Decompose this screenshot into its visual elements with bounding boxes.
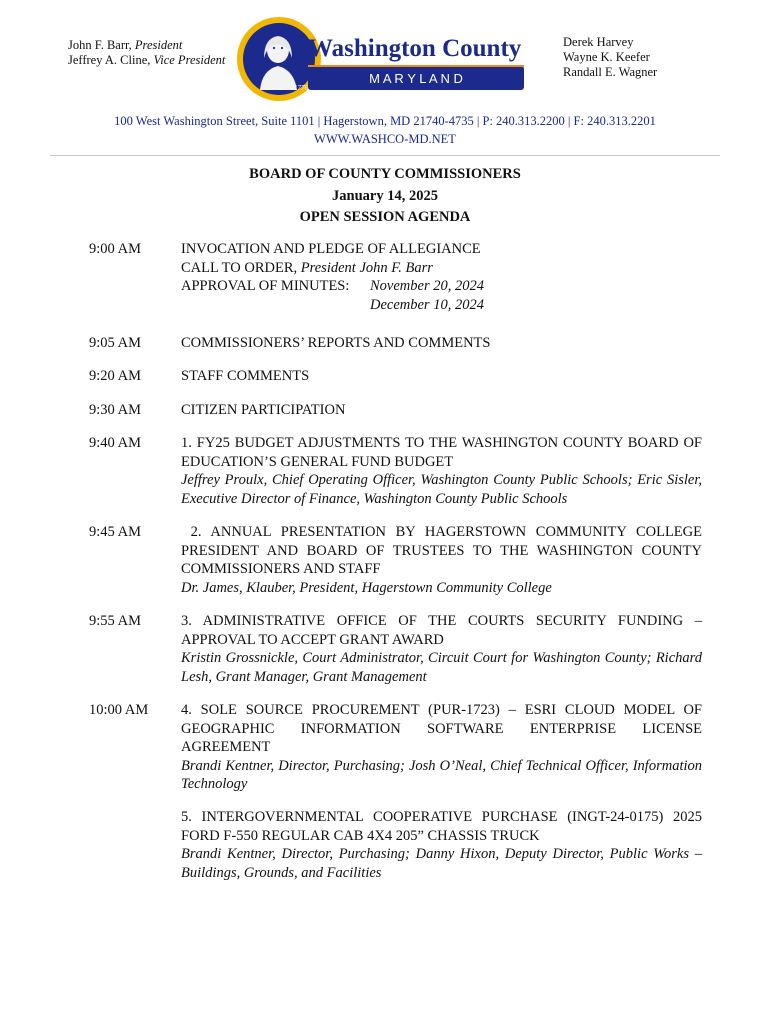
header-divider xyxy=(50,155,720,156)
agenda-content xyxy=(181,701,702,794)
agenda-title: 2. ANNUAL PRESENTATION BY HAGERSTOWN COMMUNITY COLLEGE PRESIDENT AND BOARD OF TRUSTEES TO THE WASHINGTON COUNTY COMMISSIONERS AND STAFF xyxy=(181,524,706,577)
officer-role: President xyxy=(134,38,183,52)
officer-name: Jeffrey A. Cline, xyxy=(68,53,154,67)
minutes-spacer xyxy=(181,296,370,315)
board-title: BOARD OF COUNTY COMMISSIONERS xyxy=(249,166,521,182)
minutes-row xyxy=(181,277,702,296)
officer-vice-president xyxy=(68,53,225,68)
website-link[interactable]: WWW.WASHCO-MD.NET xyxy=(314,132,456,146)
commissioner-name: Randall E. Wagner xyxy=(563,65,658,79)
agenda-presenters: Brandi Kentner, Director, Purchasing; Danny Hixon, Deputy Director, Public Works – Buildings, Grounds, and Facilities xyxy=(181,846,702,881)
agenda-content xyxy=(181,523,706,597)
call-to-order: CALL TO ORDER, xyxy=(181,259,301,276)
contact-block xyxy=(0,112,770,148)
minutes-date: November 20, 2024 xyxy=(370,278,484,294)
commissioner-name: Wayne K. Keefer xyxy=(563,50,650,64)
agenda-time: 9:05 AM xyxy=(89,335,141,351)
agenda-time: 10:00 AM xyxy=(89,702,149,718)
call-to-order-presider: President John F. Barr xyxy=(300,259,433,276)
agenda-presenters: Jeffrey Proulx, Chief Operating Officer, Washington County Public Schools; Eric Sisler, Executive Director of Finance, Washington County Public Schools xyxy=(181,472,702,507)
session-type: OPEN SESSION AGENDA xyxy=(299,209,471,225)
agenda-title: CITIZEN PARTICIPATION xyxy=(181,402,346,418)
meeting-date: January 14, 2025 xyxy=(332,187,438,204)
agenda-content xyxy=(181,612,702,686)
seal-year: 1776 xyxy=(294,84,308,92)
agenda-time: 9:30 AM xyxy=(89,402,141,418)
logo-title: Washington County xyxy=(308,35,522,62)
agenda-time: 9:00 AM xyxy=(89,241,141,257)
agenda-presenters: Dr. James, Klauber, President, Hagerstown Community College xyxy=(181,579,552,596)
officer-role: Vice President xyxy=(153,53,226,67)
minutes-date: December 10, 2024 xyxy=(370,296,484,313)
officers-right xyxy=(563,35,657,80)
agenda-title: 4. SOLE SOURCE PROCUREMENT (PUR-1723) – ESRI CLOUD MODEL OF GEOGRAPHIC INFORMATION SOFTWARE ENTERPRISE LICENSE AGREEMENT xyxy=(181,702,702,755)
officer-name: John F. Barr, xyxy=(68,38,135,52)
agenda-presenters: Brandi Kentner, Director, Purchasing; Josh O’Neal, Chief Technical Officer, Information Technology xyxy=(181,757,702,792)
logo-subtitle: M A R Y L A N D xyxy=(369,71,463,86)
minutes-row xyxy=(181,296,702,315)
agenda-line: INVOCATION AND PLEDGE OF ALLEGIANCE xyxy=(181,241,481,257)
commissioner-name: Derek Harvey xyxy=(563,35,634,49)
agenda-content xyxy=(181,808,702,882)
agenda-time: 9:55 AM xyxy=(89,613,141,629)
agenda-title: 5. INTERGOVERNMENTAL COOPERATIVE PURCHASE (INGT-24-0175) 2025 FORD F-550 REGULAR CAB 4X4 205” CHASSIS TRUCK xyxy=(181,809,702,844)
agenda-presenters: Kristin Grossnickle, Court Administrator, Circuit Court for Washington County; Richard Lesh, Grant Manager, Grant Management xyxy=(181,650,702,685)
address-line: 100 West Washington Street, Suite 1101 | Hagerstown, MD 21740-4735 | P: 240.313.2200 | F: 240.313.2201 xyxy=(114,114,656,128)
agenda-title: 1. FY25 BUDGET ADJUSTMENTS TO THE WASHINGTON COUNTY BOARD OF EDUCATION’S GENERAL FUND BUDGET xyxy=(181,435,702,470)
washington-county-logo xyxy=(234,14,534,104)
agenda-content xyxy=(181,240,702,314)
agenda-heading xyxy=(0,164,770,229)
officer-president xyxy=(68,38,225,53)
officers-left xyxy=(68,38,225,68)
agenda-content xyxy=(181,434,702,508)
agenda-time: 9:20 AM xyxy=(89,368,141,384)
agenda-time: 9:45 AM xyxy=(89,524,141,540)
agenda-title: COMMISSIONERS’ REPORTS AND COMMENTS xyxy=(181,335,491,351)
agenda-title: STAFF COMMENTS xyxy=(181,368,310,384)
agenda-line xyxy=(181,259,702,278)
agenda-title: 3. ADMINISTRATIVE OFFICE OF THE COURTS SECURITY FUNDING – APPROVAL TO ACCEPT GRANT AWARD xyxy=(181,613,702,648)
agenda-time: 9:40 AM xyxy=(89,435,141,451)
minutes-label: APPROVAL OF MINUTES: xyxy=(181,278,350,294)
